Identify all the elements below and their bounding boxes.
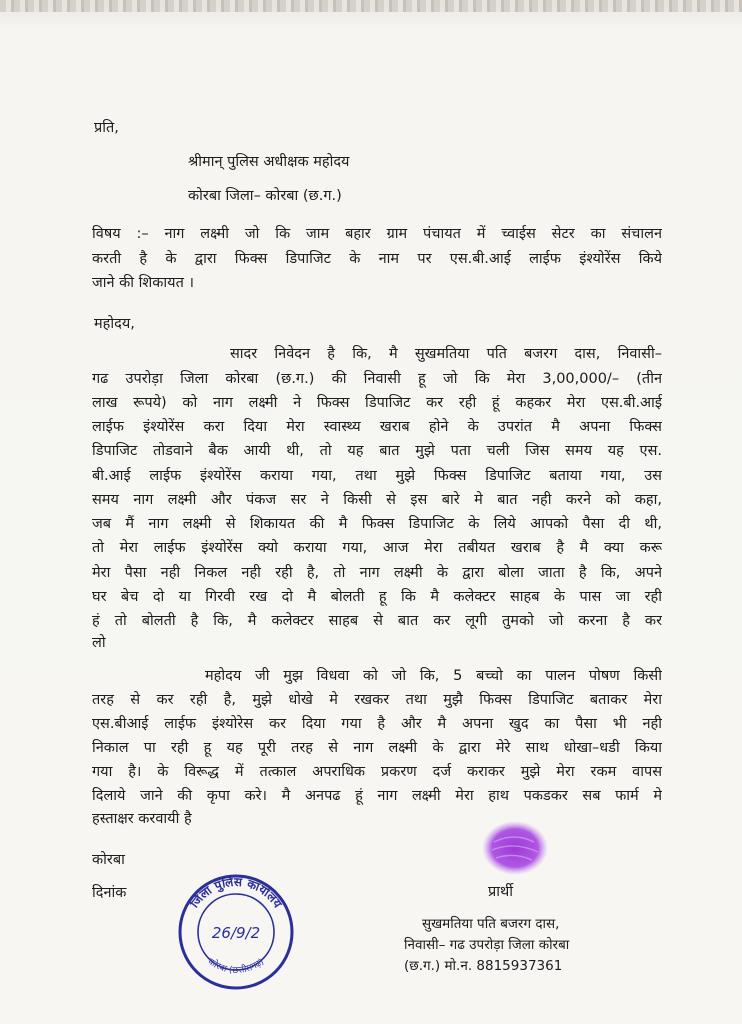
addressee-line-2: कोरबा जिला– कोरबा (छ.ग.) xyxy=(188,188,342,204)
body-line: तरह से कर रही है, मुझे धोखे मे रखकर तथा मुझै फिक्स डिपाजिट बताकर मेरा xyxy=(92,692,662,708)
stamp-top-text: जिला पुलिस कार्यालय xyxy=(187,874,285,911)
salutation: महोदय, xyxy=(94,316,135,332)
torn-top-edge xyxy=(0,0,742,12)
subject-line: विषय :– नाग लक्ष्मी जो कि जाम बहार ग्राम पंचायत में च्वाईस सेटर का संचालन xyxy=(92,226,662,242)
body-line: घर बेच दो या गिरवी रख दो मै बोलती हू कि मै कलेक्टर साहब के पास जा रही xyxy=(92,589,662,605)
body-line: मेरा पैसा नही निकल नही रही है, तो नाग लक्ष्मी के द्वारा बोला जाता है कि, अपने xyxy=(92,565,662,581)
body-line: हं तो बोलती है कि, मै कलेक्टर साहब से बात कर लूगी तुमको जो करना है कर xyxy=(92,613,662,629)
body-line: सादर निवेदन है कि, मै सुखमतिया पति बजरग दास, निवासी– xyxy=(230,346,662,362)
date-label: दिनांक xyxy=(92,885,127,901)
body-line: दिलाये जाने की कृपा करे। मै अनपढ हूं नाग लक्ष्मी मेरा हाथ पकडकर सब फार्म मे xyxy=(92,788,662,804)
to-prefix: प्रति, xyxy=(94,120,119,136)
body-line: निकाल पा रही हू यह पूरी तरह से नाग लक्ष्मी के द्वारा मेरे साथ धोखा–धडी किया xyxy=(92,740,662,756)
applicant-contact: (छ.ग.) मो.न. 8815937361 xyxy=(404,958,563,974)
applicant-label: प्रार्थी xyxy=(488,884,514,900)
stamp-bottom-text: कोरबा (छत्तीसगढ़) xyxy=(205,956,267,976)
applicant-name: सुखमतिया पति बजरग दास, xyxy=(422,916,560,932)
body-line: लो xyxy=(92,635,106,651)
place-label: कोरबा xyxy=(92,852,125,868)
subject-line: करती है के द्वारा फिक्स डिपाजिट के नाम पर एस.बी.आई लाईफ इंश्योरेंस किये xyxy=(92,251,662,267)
body-line: तो मेरा लाईफ इंश्योरेंस क्यो कराया गया, आज मेरा तबीयत खराब है मै क्या करू xyxy=(92,540,662,556)
body-line: लाईफ इंश्योरेंस करा दिया मेरा स्वास्थ्य खराब होने के उपरांत मै अपना फिक्स xyxy=(92,419,662,435)
svg-text:कोरबा (छत्तीसगढ़) xyxy=(206,955,266,976)
body-line: जब मैं नाग लक्ष्मी से शिकायत की मै फिक्स डिपाजिट के लिये आपको पैसा दी थी, xyxy=(92,516,662,532)
subject-line: जाने की शिकायत । xyxy=(92,275,194,291)
body-line: गया है। के विरूद्ध में तत्काल अपराधिक प्रकरण दर्ज कराकर मुझे मेरा रकम वापस xyxy=(92,764,662,780)
body-line: डिपाजिट तोडवाने बैक आयी थी, तो यह बात मुझे पता चली जिस समय यह एस. xyxy=(92,443,662,459)
stamp-handwritten-date: 26/9/2 xyxy=(211,924,261,942)
body-line: बी.आई लाईफ इंश्योरेंस कराया गया, तथा मुझे फिक्स डिपाजिट बताया गया, उस xyxy=(92,468,662,484)
body-line: गढ उपरोड़ा जिला कोरबा (छ.ग.) की निवासी हू जो कि मेरा 3,00,000/– (तीन xyxy=(92,371,662,387)
body-line: महोदय जी मुझ विधवा को जो कि, 5 बच्चो का पालन पोषण किसी xyxy=(205,668,662,684)
body-line: एस.बीआई लाईफ इंश्योरेस कर दिया गया है और मै अपना खुद का पैसा भी नही xyxy=(92,716,662,732)
body-line: लाख रूपये) को नाग लक्ष्मी ने फिक्स डिपाजिट कर रही हूं कहकर मेरा एस.बी.आई xyxy=(92,395,662,411)
police-office-stamp xyxy=(176,872,296,992)
body-line: हस्ताक्षर करवायी है xyxy=(92,811,192,827)
addressee-line-1: श्रीमान् पुलिस अधीक्षक महोदय xyxy=(188,154,350,170)
body-line: समय नाग लक्ष्मी और पंकज सर ने किसी से इस बारे मे बात नही करने को कहा, xyxy=(92,492,662,508)
ink-thumbprint xyxy=(480,820,550,880)
applicant-address: निवासी– गढ उपरोड़ा जिला कोरबा xyxy=(404,937,570,953)
svg-text:जिला पुलिस कार्यालय xyxy=(187,875,286,911)
